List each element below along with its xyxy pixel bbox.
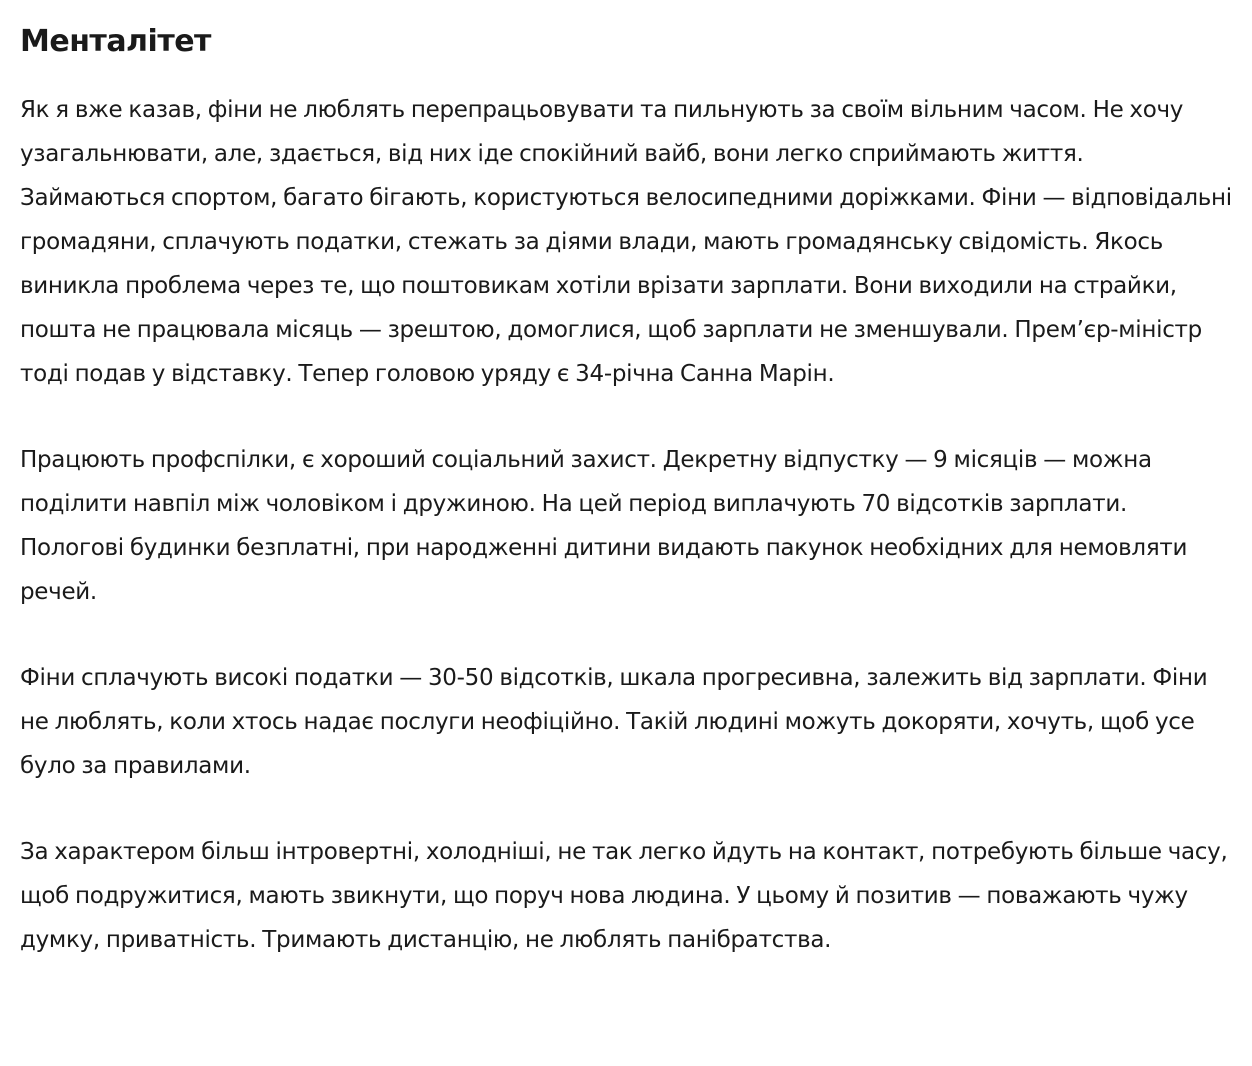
section-heading: Менталітет xyxy=(20,24,211,59)
paragraph-mentality: Як я вже казав, фіни не люблять перепрацьовувати та пильнують за своїм вільним часом. Не хочу узагальнювати, але, здається, від них іде спокійний вайб, вони легко сприймають життя. Займаються спортом, багато бігають, користуються велосипедними доріжками. Фіни — відповідальні громадяни, сплачують податки, стежать за діями влади, мають громадянську свідомість. Якось виникла проблема через те, що поштовикам хотіли врізати зарплати. Вони виходили на страйки, пошта не працювала місяць — зрештою, домоглися, щоб зарплати не зменшували. Прем’єр-міністр тоді подав у відставку. Тепер головою уряду є 34-річна Санна Марін. xyxy=(20,97,1232,387)
paragraph-social-protection: Працюють профспілки, є хороший соціальний захист. Декретну відпустку — 9 місяців — можна поділити навпіл між чоловіком і дружиною. На цей період виплачують 70 відсотків зарплати. Пологові будинки безплатні, при народженні дитини видають пакунок необхідних для немовляти речей. xyxy=(20,447,1188,605)
article-body xyxy=(20,18,1232,962)
paragraph-taxes: Фіни сплачують високі податки — 30-50 відсотків, шкала прогресивна, залежить від зарплати. Фіни не люблять, коли хтось надає послуги неофіційно. Такій людині можуть докоряти, хочуть, щоб усе було за правилами. xyxy=(20,665,1208,779)
paragraph-character: За характером більш інтровертні, холодніші, не так легко йдуть на контакт, потребують більше часу, щоб подружитися, мають звикнути, що поруч нова людина. У цьому й позитив — поважають чужу думку, приватність. Тримають дистанцію, не люблять панібратства. xyxy=(20,839,1228,953)
